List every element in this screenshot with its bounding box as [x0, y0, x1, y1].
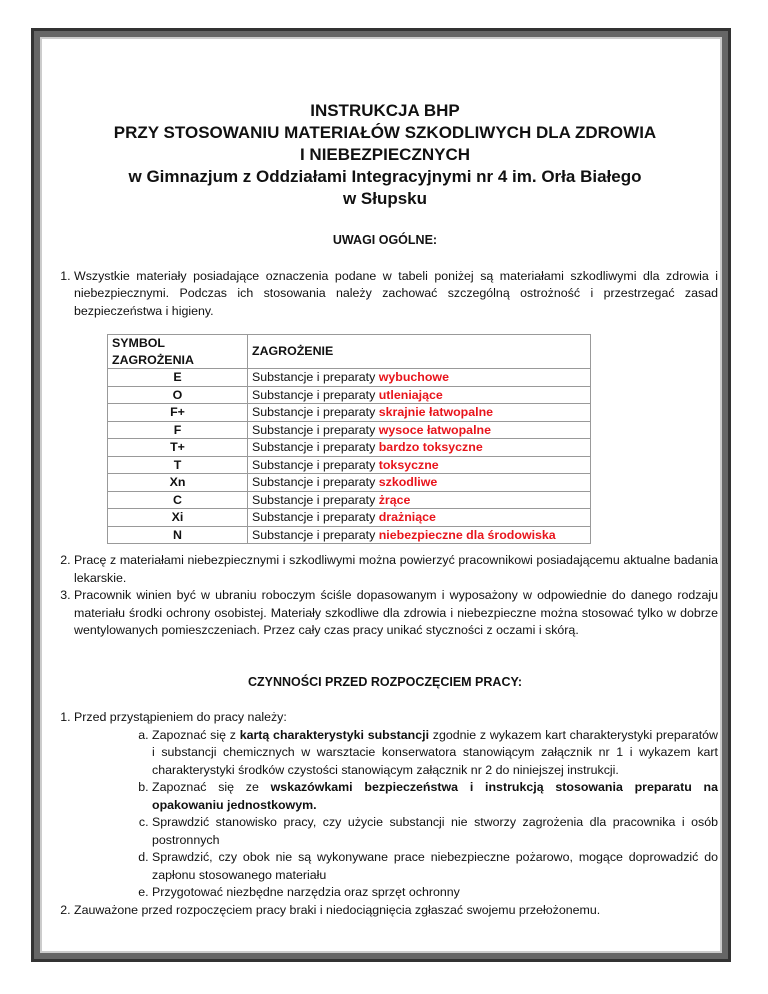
table-row [108, 404, 591, 422]
hazard-description [248, 404, 591, 422]
title-line: PRZY STOSOWANIU MATERIAŁÓW SZKODLIWYCH DLA ZDROWIA [113, 123, 657, 142]
prefix: Substancje i preparaty [252, 510, 379, 524]
hazard-type: wysoce łatwopalne [378, 422, 491, 437]
hazard-description [248, 491, 591, 509]
prefix: Substancje i preparaty [252, 405, 379, 419]
table-row [108, 439, 591, 457]
hazard-type: żrące [378, 492, 411, 507]
hazard-symbol: C [108, 491, 248, 509]
before-work-list [52, 709, 718, 919]
title-line: w Słupsku [342, 189, 428, 208]
list-item: 2. Pracę z materiałami niebezpiecznymi i szkodliwymi można powierzyć pracownikowi posiadającemu aktualne badania lekarskie. [74, 552, 718, 587]
list-item: 2. Zauważone przed rozpoczęciem pracy braki i niedociągnięcia zgłaszać swojemu przełożonemu. [74, 902, 718, 920]
table-row [108, 491, 591, 509]
prefix: Substancje i preparaty [252, 492, 379, 507]
list-item: 3. Pracownik winien być w ubraniu roboczym ściśle dopasowanym i wyposażony w odpowiednie do danego rodzaju materiału środki ochrony osobistej. Materiały szkodliwe dla zdrowia i niebezpieczne można stosować tylko w dobrze wentylowanych pomieszczeniach. Przez cały czas pracy unikać styczności z oczami i skórą. [74, 587, 718, 640]
hazard-symbol: Xi [108, 509, 248, 527]
hazard-symbol: T [108, 456, 248, 474]
text: zgodnie z wykazem kart charakterystyki preparatów i substancji chemicznych w warsztacie konserwatora stanowiącym załącznik nr 1 i wykazem kart charakterystyki środków czystości stanowiącym załącznik nr 2 do niniejszej instrukcji. [152, 727, 718, 777]
table-row [108, 386, 591, 404]
hazard-type: toksyczne [378, 457, 439, 472]
text: Zapoznać się z [152, 727, 240, 742]
column-header-hazard: ZAGROŻENIE [248, 335, 591, 369]
hazard-symbol: F [108, 421, 248, 439]
title-line: INSTRUKCJA BHP [310, 101, 460, 120]
bold-text: wskazówkami bezpieczeństwa i instrukcją stosowania preparatu na opakowaniu jednostkowym. [152, 780, 718, 812]
hazard-description [248, 509, 591, 527]
document-title [52, 100, 718, 210]
sub-item [152, 727, 718, 780]
hazard-type: drażniące [378, 510, 436, 524]
hazard-table [107, 334, 591, 544]
bold-text: kartą charakterystyki substancji [239, 727, 430, 742]
table-row [108, 421, 591, 439]
hazard-description [248, 439, 591, 457]
title-line: I NIEBEZPIECZNYCH [299, 145, 471, 164]
section-heading: UWAGI OGÓLNE: [332, 233, 438, 247]
hazard-symbol: O [108, 386, 248, 404]
prefix: Substancje i preparaty [252, 370, 379, 384]
document-page [52, 100, 718, 919]
hazard-symbol: N [108, 526, 248, 544]
general-notes-list [52, 268, 718, 640]
section-heading: CZYNNOŚCI PRZED ROZPOCZĘCIEM PRACY: [247, 674, 523, 689]
sub-item: c. Sprawdzić stanowisko pracy, czy użycie substancji nie stworzy zagrożenia dla pracownika i osób postronnych [152, 814, 718, 849]
hazard-type: bardzo toksyczne [378, 440, 483, 454]
hazard-description [248, 421, 591, 439]
hazard-symbol: Xn [108, 474, 248, 492]
table-row [108, 369, 591, 387]
prefix: Substancje i preparaty [252, 440, 379, 454]
hazard-type: niebezpieczne dla środowiska [378, 527, 556, 542]
hazard-type: wybuchowe [378, 370, 449, 384]
hazard-symbol: F+ [108, 404, 248, 422]
hazard-description [248, 474, 591, 492]
hazard-symbol: E [108, 369, 248, 387]
table-row [108, 526, 591, 544]
title-line: w Gimnazjum z Oddziałami Integracyjnymi nr 4 im. Orła Białego [128, 167, 642, 186]
list-item [74, 268, 718, 545]
hazard-description [248, 386, 591, 404]
hazard-description [248, 369, 591, 387]
hazard-type: utleniające [378, 387, 443, 402]
prefix: Substancje i preparaty [252, 457, 379, 472]
item-text: Przed przystąpieniem do pracy należy: [74, 710, 287, 724]
item-text: Wszystkie materiały posiadające oznaczenia podane w tabeli poniżej są materiałami szkodliwymi dla zdrowia i niebezpiecznymi. Podczas ich stosowania należy zachować szczególną ostrożność i przestrzegać zasad bezpieczeństwa i higieny. [74, 268, 718, 318]
table-row [108, 456, 591, 474]
list-item [74, 709, 718, 902]
sub-item: d. Sprawdzić, czy obok nie są wykonywane prace niebezpieczne pożarowo, mogące doprowadzić do zapłonu stosowanego materiału [152, 849, 718, 884]
sub-item: e. Przygotować niezbędne narzędzia oraz sprzęt ochronny [152, 884, 718, 902]
hazard-description [248, 456, 591, 474]
hazard-symbol: T+ [108, 439, 248, 457]
hazard-type: szkodliwe [378, 475, 438, 489]
prefix: Substancje i preparaty [252, 387, 379, 402]
prefix: Substancje i preparaty [252, 422, 379, 437]
prefix: Substancje i preparaty [252, 527, 379, 542]
table-row [108, 509, 591, 527]
sub-item [152, 779, 718, 814]
table-row [108, 474, 591, 492]
column-header-symbol: SYMBOL ZAGROŻENIA [108, 335, 248, 369]
sub-list [74, 727, 718, 902]
hazard-description [248, 526, 591, 544]
prefix: Substancje i preparaty [252, 475, 379, 489]
hazard-type: skrajnie łatwopalne [378, 405, 494, 419]
text: Zapoznać się ze [152, 780, 271, 794]
